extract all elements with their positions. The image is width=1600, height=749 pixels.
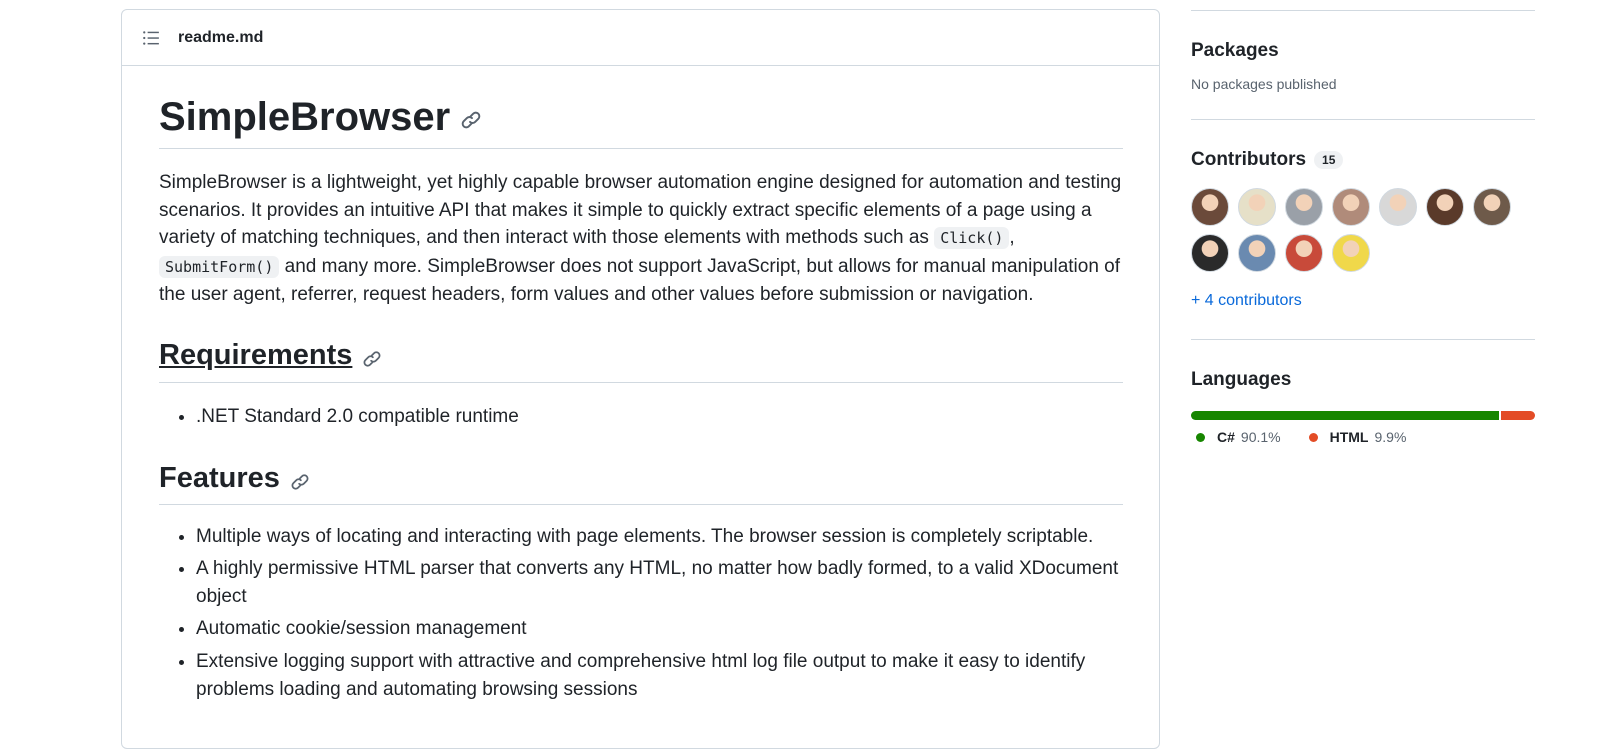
language-percent: 90.1% [1240, 429, 1281, 445]
readme-card [121, 9, 1160, 749]
contributor-avatar[interactable] [1332, 234, 1370, 272]
divider [1191, 339, 1535, 340]
readme-body [159, 66, 1123, 708]
contributors-heading-text[interactable]: Contributors [1191, 149, 1307, 170]
list-item: • A highly permissive HTML parser that converts any HTML, no matter how badly formed, to a valid XDocument object [196, 555, 1123, 610]
languages-heading: Languages [1191, 369, 1292, 390]
desc-part-3: and many more. SimpleBrowser does not support JavaScript, but allows for manual manipulation of the user agent, referrer, request headers, form values and other values before submission or navigation. [159, 255, 1121, 306]
desc-part-2: , [1009, 227, 1015, 249]
language-bar-segment [1191, 411, 1499, 420]
readme-filename[interactable]: readme.md [178, 28, 264, 46]
list-item: • Multiple ways of locating and interacting with page elements. The browser session is completely scriptable. [196, 523, 1123, 551]
contributor-avatar[interactable] [1379, 188, 1417, 226]
language-item[interactable] [1196, 429, 1281, 445]
language-color-dot [1309, 433, 1318, 442]
language-item[interactable] [1309, 429, 1407, 445]
languages-list [1191, 429, 1535, 445]
features-list [159, 523, 1123, 704]
requirements-list [159, 403, 1123, 431]
sidebar [1191, 0, 1535, 445]
language-color-dot [1196, 433, 1205, 442]
contributor-avatar[interactable] [1426, 188, 1464, 226]
list-item: • .NET Standard 2.0 compatible runtime [196, 403, 1123, 431]
contributor-avatar[interactable] [1191, 234, 1229, 272]
desc-part-1: SimpleBrowser is a lightweight, yet highly capable browser automation engine designed for automation and testing scenarios. It provides an intuitive API that makes it simple to quickly extract specific elements of a page using a variety of matching techniques, and then interact with those elements with methods such as [159, 172, 1122, 249]
contributors-count-badge: 15 [1314, 151, 1343, 169]
link-icon[interactable] [290, 472, 310, 492]
language-percent: 9.9% [1374, 429, 1407, 445]
contributor-avatar[interactable] [1332, 188, 1370, 226]
link-icon[interactable] [362, 349, 382, 369]
readme-title [159, 66, 1123, 149]
features-heading-text: Features [159, 461, 280, 494]
contributors-heading [1191, 149, 1535, 171]
link-icon[interactable] [460, 109, 482, 131]
requirements-heading [159, 329, 1123, 383]
contributors-avatars [1191, 188, 1535, 272]
packages-heading[interactable]: Packages [1191, 40, 1279, 61]
code-submitform: SubmitForm() [159, 256, 279, 278]
divider [1191, 119, 1535, 120]
readme-title-text: SimpleBrowser [159, 94, 451, 139]
languages-bar [1191, 411, 1535, 420]
contributor-avatar[interactable] [1285, 188, 1323, 226]
readme-description [159, 169, 1123, 309]
outline-list-icon[interactable] [142, 29, 160, 47]
readme-header [122, 10, 1159, 66]
requirements-heading-text[interactable]: Requirements [159, 338, 353, 371]
language-bar-segment [1501, 411, 1535, 420]
code-click: Click() [934, 227, 1009, 249]
contributor-avatar[interactable] [1473, 188, 1511, 226]
language-name: HTML [1329, 429, 1369, 445]
contributor-avatar[interactable] [1238, 234, 1276, 272]
language-name: C# [1217, 429, 1235, 445]
features-heading [159, 453, 1123, 505]
contributor-avatar[interactable] [1191, 188, 1229, 226]
packages-empty-text: No packages published [1191, 76, 1337, 92]
more-contributors-link[interactable]: + 4 contributors [1191, 292, 1302, 309]
list-item: • Extensive logging support with attractive and comprehensive html log file output to make it easy to identify problems loading and automating browsing sessions [196, 648, 1123, 703]
divider [1191, 10, 1535, 11]
list-item: • Automatic cookie/session management [196, 615, 1123, 643]
contributor-avatar[interactable] [1238, 188, 1276, 226]
contributor-avatar[interactable] [1285, 234, 1323, 272]
